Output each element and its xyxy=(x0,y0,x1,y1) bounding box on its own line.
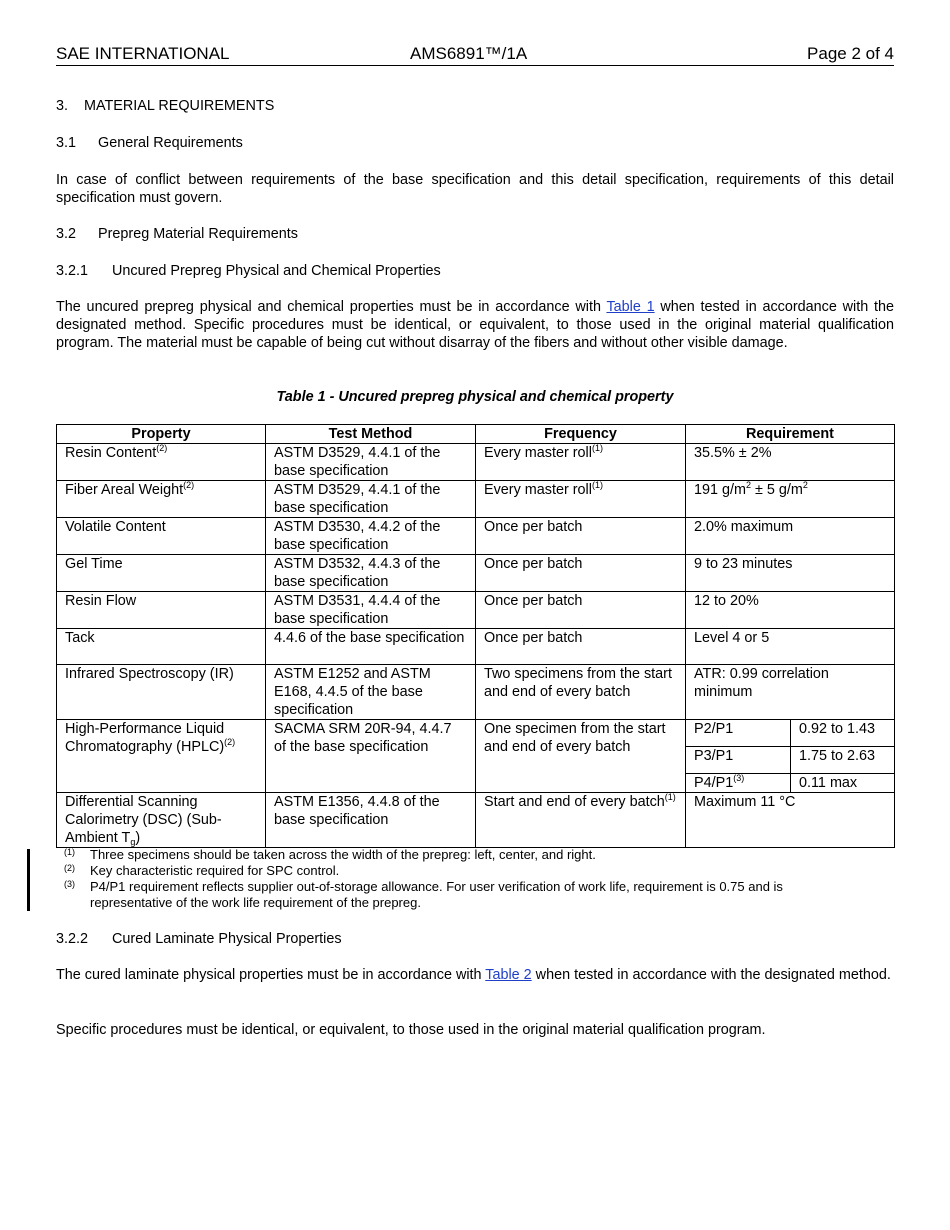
frequency-text: Every master roll xyxy=(484,445,592,461)
column-header-frequency: Frequency xyxy=(476,425,686,444)
footnote-mark: (3) xyxy=(64,879,75,889)
page-header xyxy=(56,43,894,66)
exponent: 2 xyxy=(802,480,808,490)
section-3-2-1-heading xyxy=(56,262,441,280)
cell-frequency: Two specimens from the start and end of every batch xyxy=(476,665,686,720)
section-3-2-2-paragraph xyxy=(56,966,894,984)
footnote-ref: (1) xyxy=(591,480,603,490)
footnote xyxy=(56,847,894,863)
table-row xyxy=(57,555,895,592)
table-row xyxy=(57,793,895,848)
cell-test-method: ASTM D3529, 4.4.1 of the base specification xyxy=(266,444,476,481)
property-text: ) xyxy=(135,830,141,846)
table-1 xyxy=(56,424,895,848)
cell-requirement: Maximum 11 °C xyxy=(686,793,895,848)
section-title: MATERIAL REQUIREMENTS xyxy=(84,98,275,114)
section-number: 3.2 xyxy=(56,226,77,242)
cell-test-method: ASTM D3531, 4.4.4 of the base specification xyxy=(266,592,476,629)
cell-requirement: 2.0% maximum xyxy=(686,518,895,555)
section-3-1-paragraph: In case of conflict between requirements of the base specification and this detail specification, requirements of this detail specification must govern. xyxy=(56,172,894,206)
cell-test-method: 4.4.6 of the base specification xyxy=(266,629,476,665)
table-1-caption: Table 1 - Uncured prepreg physical and chemical property xyxy=(276,389,674,405)
footnote-ref: (3) xyxy=(733,773,745,783)
section-number: 3. xyxy=(56,98,69,114)
section-3-2-2-heading xyxy=(56,930,342,948)
section-title: Cured Laminate Physical Properties xyxy=(112,931,342,947)
header-document-id: AMS6891™/1A xyxy=(410,44,528,63)
cell-ratio-value: 0.11 max xyxy=(791,774,895,793)
cell-property: Gel Time xyxy=(57,555,266,592)
footnote-text: Key characteristic required for SPC control. xyxy=(90,863,340,878)
property-text: High-Performance Liquid Chromatography (HPLC) xyxy=(65,721,225,755)
cell-frequency: Once per batch xyxy=(476,592,686,629)
section-number: 3.2.2 xyxy=(56,931,89,947)
cell-frequency: Once per batch xyxy=(476,629,686,665)
table-header-row xyxy=(57,425,895,444)
footnote-ref: (2) xyxy=(156,443,168,453)
column-header-test-method: Test Method xyxy=(266,425,476,444)
subscript: g xyxy=(130,837,136,847)
cell-frequency xyxy=(476,444,686,481)
cell-ratio-value: 1.75 to 2.63 xyxy=(791,747,895,774)
section-3-2-1-paragraph xyxy=(56,298,894,352)
cell-property: Volatile Content xyxy=(57,518,266,555)
cell-property: Infrared Spectroscopy (IR) xyxy=(57,665,266,720)
ratio-text: P4/P1 xyxy=(694,775,734,791)
footnote-ref: (1) xyxy=(591,443,603,453)
property-text: Differential Scanning Calorimetry (DSC) (Sub-Ambient T xyxy=(65,794,222,846)
cell-frequency: One specimen from the start and end of every batch xyxy=(476,720,686,793)
cell-test-method: ASTM E1356, 4.4.8 of the base specification xyxy=(266,793,476,848)
section-title: Uncured Prepreg Physical and Chemical Properties xyxy=(112,263,441,279)
section-title: Prepreg Material Requirements xyxy=(98,226,298,242)
table-row xyxy=(57,518,895,555)
footnote-text: Three specimens should be taken across the width of the prepreg: left, center, and right. xyxy=(90,847,596,862)
footnote-ref: (1) xyxy=(664,792,676,802)
requirement-text: 191 g/m xyxy=(694,482,746,498)
footnote-ref: (2) xyxy=(224,737,236,747)
footnote-mark: (2) xyxy=(64,863,75,873)
cell-property xyxy=(57,720,266,793)
cell-requirement: 35.5% ± 2% xyxy=(686,444,895,481)
cell-test-method: ASTM D3530, 4.4.2 of the base specification xyxy=(266,518,476,555)
cell-property xyxy=(57,444,266,481)
table-row xyxy=(57,444,895,481)
cell-test-method: ASTM D3532, 4.4.3 of the base specification xyxy=(266,555,476,592)
footnote xyxy=(56,863,894,879)
section-3-heading xyxy=(56,97,274,115)
cell-test-method: ASTM D3529, 4.4.1 of the base specification xyxy=(266,481,476,518)
footnote-text: P4/P1 requirement reflects supplier out-of-storage allowance. For user verification of work life, requirement is 0.75 and is representative of the work life requirement of the prepreg. xyxy=(90,879,783,910)
frequency-text: Every master roll xyxy=(484,482,592,498)
header-organization: SAE INTERNATIONAL xyxy=(56,44,230,63)
exponent: 2 xyxy=(746,480,752,490)
cell-ratio: P3/P1 xyxy=(686,747,791,774)
cell-frequency: Once per batch xyxy=(476,555,686,592)
table-2-link[interactable]: Table 2 xyxy=(485,967,532,983)
section-3-1-heading xyxy=(56,134,243,152)
requirement-text: ± 5 g/m xyxy=(751,482,803,498)
cell-requirement: ATR: 0.99 correlation minimum xyxy=(686,665,895,720)
section-number: 3.2.1 xyxy=(56,263,89,279)
cell-property xyxy=(57,793,266,848)
revision-change-bar xyxy=(27,849,30,911)
cell-frequency xyxy=(476,481,686,518)
cell-test-method: SACMA SRM 20R-94, 4.4.7 of the base specification xyxy=(266,720,476,793)
cell-ratio xyxy=(686,774,791,793)
paragraph-text: when tested in accordance with the designated method. xyxy=(531,967,891,983)
section-number: 3.1 xyxy=(56,135,77,151)
frequency-text: Start and end of every batch xyxy=(484,794,665,810)
header-page-number: Page 2 of 4 xyxy=(807,44,894,63)
table-1-link[interactable]: Table 1 xyxy=(606,299,655,315)
cell-ratio-value: 0.92 to 1.43 xyxy=(791,720,895,747)
section-3-2-heading xyxy=(56,225,298,243)
section-title: General Requirements xyxy=(98,135,243,151)
property-text: Resin Content xyxy=(65,445,157,461)
section-3-2-2-paragraph-2: Specific procedures must be identical, or equivalent, to those used in the original material qualification program. xyxy=(56,1022,766,1038)
column-header-property: Property xyxy=(57,425,266,444)
cell-property xyxy=(57,481,266,518)
cell-ratio: P2/P1 xyxy=(686,720,791,747)
column-header-requirement: Requirement xyxy=(686,425,895,444)
cell-frequency: Once per batch xyxy=(476,518,686,555)
cell-requirement: Level 4 or 5 xyxy=(686,629,895,665)
footnote-ref: (2) xyxy=(183,480,195,490)
cell-property: Tack xyxy=(57,629,266,665)
table-row xyxy=(57,592,895,629)
paragraph-text: The cured laminate physical properties must be in accordance with xyxy=(56,967,486,983)
table-row xyxy=(57,481,895,518)
cell-test-method: ASTM E1252 and ASTM E168, 4.4.5 of the base specification xyxy=(266,665,476,720)
table-row xyxy=(57,720,895,747)
cell-requirement: 9 to 23 minutes xyxy=(686,555,895,592)
cell-property: Resin Flow xyxy=(57,592,266,629)
paragraph-text: when tested in accordance with the designated method. Specific procedures must be identical, or equivalent, to those used in the original material qualification program. The material must be capable of being cut without disarray of the fibers and without other visible damage. xyxy=(56,299,894,351)
footnote-mark: (1) xyxy=(64,847,75,857)
cell-requirement: 12 to 20% xyxy=(686,592,895,629)
property-text: Fiber Areal Weight xyxy=(65,482,184,498)
cell-frequency xyxy=(476,793,686,848)
cell-requirement xyxy=(686,481,895,518)
table-row xyxy=(57,629,895,665)
table-row xyxy=(57,665,895,720)
paragraph-text: The uncured prepreg physical and chemical properties must be in accordance with xyxy=(56,299,607,315)
footnote xyxy=(56,879,894,911)
